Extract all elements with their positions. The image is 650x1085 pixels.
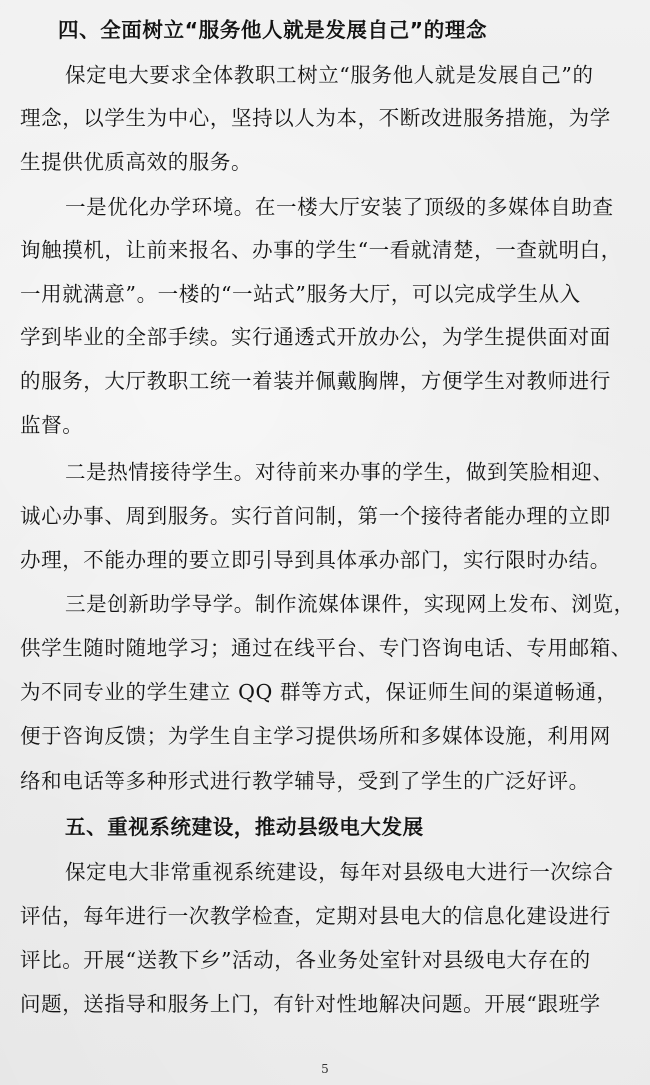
paragraph-line: 络和电话等多种形式进行教学辅导，受到了学生的广泛好评。: [20, 769, 590, 793]
paragraph-line: 评估，每年进行一次教学检查，定期对县电大的信息化建设进行: [20, 904, 611, 928]
paragraph-line: 生提供优质高效的服务。: [20, 150, 253, 174]
page-number: 5: [321, 1062, 329, 1076]
paragraph-line: 一是优化办学环境。在一楼大厅安装了顶级的多媒体自助查: [65, 195, 614, 219]
paragraph-line: 供学生随时随地学习；通过在线平台、专门咨询电话、专用邮箱、: [20, 636, 632, 660]
paragraph-line: 评比。开展“送教下乡”活动，各业务处室针对县级电大存在的: [20, 948, 591, 972]
paragraph-line: 问题，送指导和服务上门，有针对性地解决问题。开展“跟班学: [20, 992, 601, 1016]
paragraph-line: 三是创新助学导学。制作流媒体课件，实现网上发布、浏览，: [65, 592, 635, 616]
paragraph-line: 一用就满意”。一楼的“一站式”服务大厅，可以完成学生从入: [20, 282, 581, 306]
paragraph-line: 监督。: [20, 413, 84, 437]
paragraph-line: 为不同专业的学生建立 QQ 群等方式，保证师生间的渠道畅通，: [20, 680, 618, 704]
paragraph-line: 询触摸机，让前来报名、办事的学生“一看就清楚，一查就明白，: [20, 238, 622, 262]
paragraph-line: 保定电大非常重视系统建设，每年对县级电大进行一次综合: [65, 860, 614, 884]
paragraph-line: 二是热情接待学生。对待前来办事的学生，做到笑脸相迎、: [65, 460, 614, 484]
paragraph-line: 保定电大要求全体教职工树立“服务他人就是发展自己”的: [65, 63, 594, 87]
paragraph-line: 理念，以学生为中心，坚持以人为本，不断改进服务措施，为学: [20, 106, 611, 130]
paragraph-line: 便于咨询反馈；为学生自主学习提供场所和多媒体设施，利用网: [20, 724, 611, 748]
section-heading-4: 四、全面树立“服务他人就是发展自己”的理念: [58, 18, 488, 42]
paragraph-line: 的服务，大厅教职工统一着装并佩戴胸牌，方便学生对教师进行: [20, 369, 611, 393]
paragraph-line: 学到毕业的全部手续。实行通透式开放办公，为学生提供面对面: [20, 325, 611, 349]
paragraph-line: 办理，不能办理的要立即引导到具体承办部门，实行限时办结。: [20, 548, 611, 572]
section-heading-5: 五、重视系统建设，推动县级电大发展: [65, 815, 424, 839]
paragraph-line: 诚心办事、周到服务。实行首问制，第一个接待者能办理的立即: [20, 504, 611, 528]
